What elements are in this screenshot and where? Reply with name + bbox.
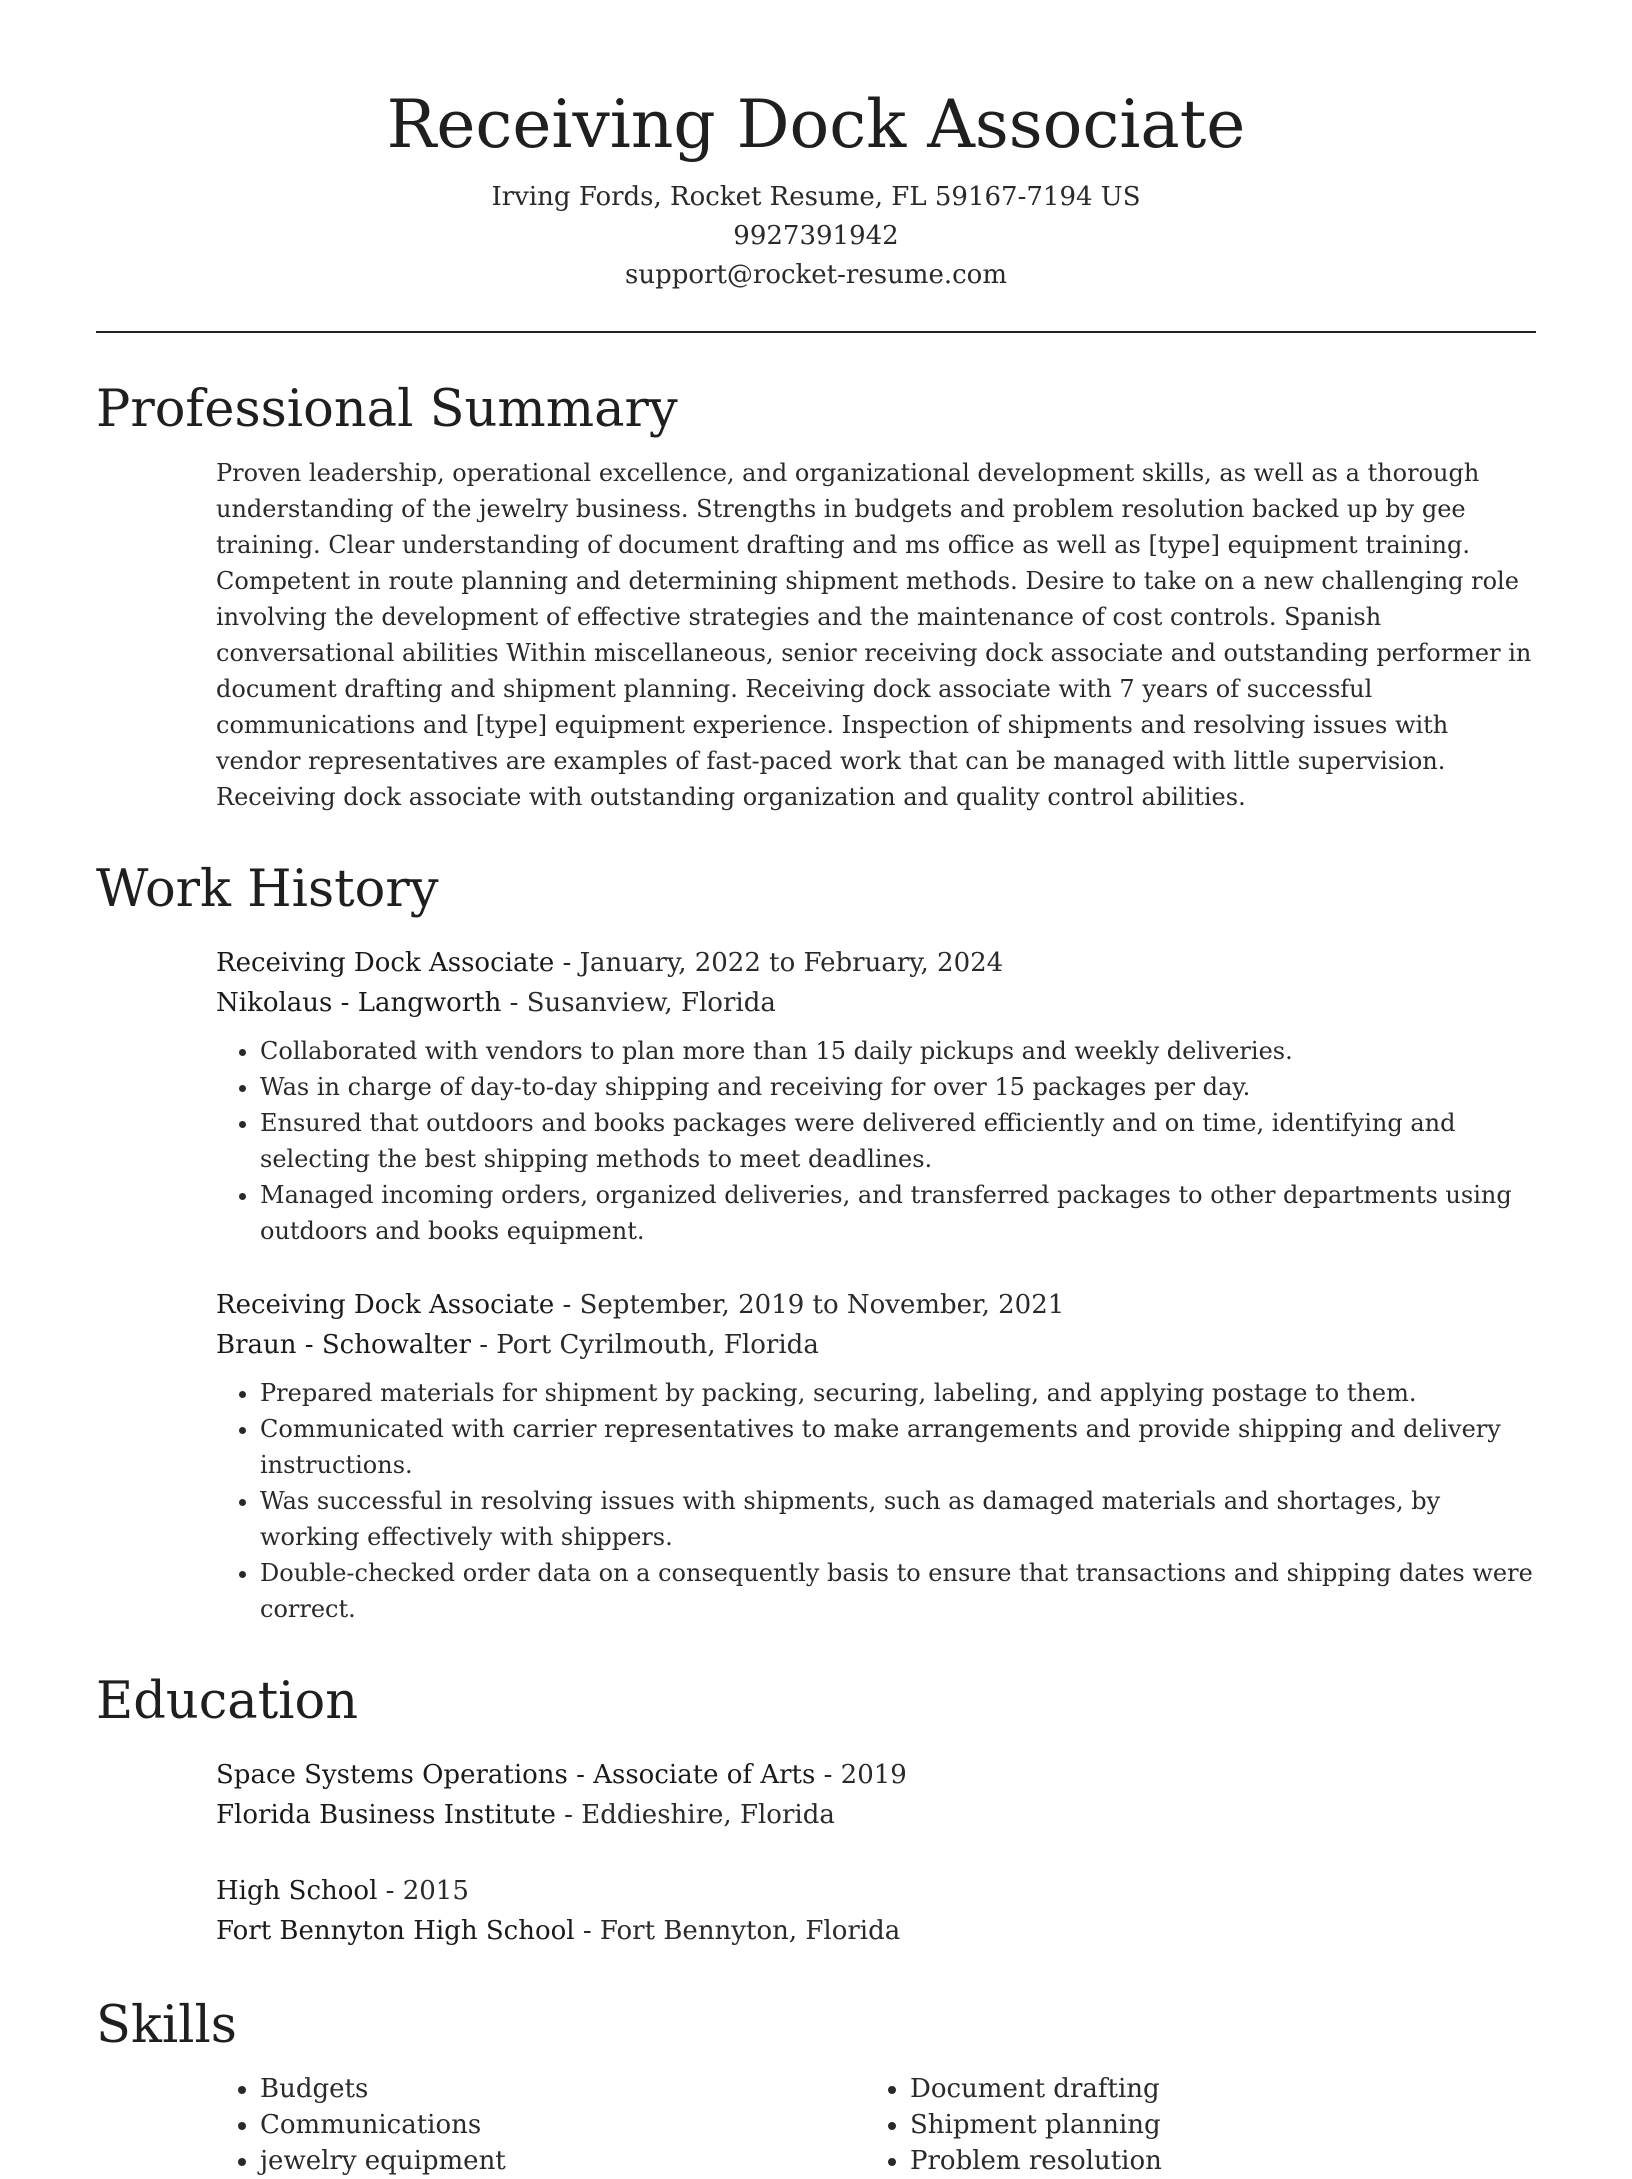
job-company: Nikolaus - Langworth xyxy=(216,988,502,1018)
education-year: - 2015 xyxy=(377,1876,469,1906)
skills-columns xyxy=(216,2071,1536,2179)
summary-section xyxy=(96,375,1536,815)
skill-item: • Problem resolution xyxy=(910,2143,1516,2179)
job-location: - Susanview, Florida xyxy=(501,988,776,1018)
job-bullet: • Was successful in resolving issues with shipments, such as damaged materials and shortages, by working effectively with shippers. xyxy=(260,1483,1536,1555)
summary-text: Proven leadership, operational excellence, and organizational development skills, as well as a thorough understanding of the jewelry business. Strengths in budgets and problem resolution backed up by gee training. Clear understanding of document drafting and ms office as well as [type] equipment training. Competent in route planning and determining shipment methods. Desire to take on a new challenging role involving the development of effective strategies and the maintenance of cost controls. Spanish conversational abilities Within miscellaneous, senior receiving dock associate and outstanding performer in document drafting and shipment planning. Receiving dock associate with 7 years of successful communications and [type] equipment experience. Inspection of shipments and resolving issues with vendor representatives are examples of fast-paced work that can be managed with little supervision. Receiving dock associate with outstanding organization and quality control abilities. xyxy=(216,459,1532,811)
job-company-line xyxy=(216,1325,1536,1365)
education-section xyxy=(96,1667,1536,1951)
resume-page xyxy=(96,0,1536,2179)
job-entry xyxy=(216,943,1536,1249)
education-location: - Eddieshire, Florida xyxy=(555,1800,835,1830)
job-bullet: • Prepared materials for shipment by packing, securing, labeling, and applying postage to them. xyxy=(260,1375,1536,1411)
job-dates: - September, 2019 to November, 2021 xyxy=(554,1290,1065,1320)
job-title-line xyxy=(216,1285,1536,1325)
job-bullet: • Communicated with carrier representatives to make arrangements and provide shipping and delivery instructions. xyxy=(260,1411,1536,1483)
education-entry xyxy=(216,1871,1536,1951)
job-company: Braun - Schowalter xyxy=(216,1330,471,1360)
skill-item: • Communications xyxy=(260,2107,866,2143)
work-history-heading: Work History xyxy=(96,860,439,919)
education-location: - Fort Bennyton, Florida xyxy=(574,1916,901,1946)
job-title: Receiving Dock Associate xyxy=(216,948,555,978)
job-bullet: • Double-checked order data on a consequently basis to ensure that transactions and shipping dates were correct. xyxy=(260,1555,1536,1627)
work-history-section xyxy=(96,855,1536,1627)
job-bullets xyxy=(216,1375,1536,1627)
education-school-line xyxy=(216,1911,1536,1951)
contact-email: support@rocket-resume.com xyxy=(624,260,1007,290)
job-bullet: • Managed incoming orders, organized deliveries, and transferred packages to other departments using outdoors and books equipment. xyxy=(260,1177,1536,1249)
resume-header xyxy=(96,0,1536,295)
education-degree: High School xyxy=(216,1876,378,1906)
education-degree-line xyxy=(216,1871,1536,1911)
contact-block xyxy=(96,178,1536,295)
job-entry xyxy=(216,1285,1536,1627)
skills-section xyxy=(96,1991,1536,2179)
education-school: Florida Business Institute xyxy=(216,1800,556,1830)
skills-column-left xyxy=(216,2071,866,2179)
job-company-line xyxy=(216,983,1536,1023)
job-location: - Port Cyrilmouth, Florida xyxy=(470,1330,819,1360)
job-dates: - January, 2022 to February, 2024 xyxy=(554,948,1004,978)
summary-heading: Professional Summary xyxy=(96,380,678,439)
skill-item: • Shipment planning xyxy=(910,2107,1516,2143)
skill-item: • Document drafting xyxy=(910,2071,1516,2107)
contact-address: Irving Fords, Rocket Resume, FL 59167-7194 US xyxy=(491,182,1141,212)
skill-item: • Budgets xyxy=(260,2071,866,2107)
education-degree: Space Systems Operations - Associate of Arts xyxy=(216,1760,816,1790)
education-year: - 2019 xyxy=(815,1760,907,1790)
skills-column-right xyxy=(866,2071,1516,2179)
education-heading: Education xyxy=(96,1672,359,1731)
skills-heading: Skills xyxy=(96,1996,237,2055)
job-title-line xyxy=(216,943,1536,983)
education-school-line xyxy=(216,1795,1536,1835)
job-bullet: • Ensured that outdoors and books packages were delivered efficiently and on time, identifying and selecting the best shipping methods to meet deadlines. xyxy=(260,1105,1536,1177)
header-divider xyxy=(96,331,1536,333)
education-entry xyxy=(216,1755,1536,1835)
education-school: Fort Bennyton High School xyxy=(216,1916,575,1946)
job-title: Receiving Dock Associate xyxy=(216,1290,555,1320)
contact-phone: 9927391942 xyxy=(733,221,899,251)
education-degree-line xyxy=(216,1755,1536,1795)
candidate-title: Receiving Dock Associate xyxy=(386,86,1246,163)
job-bullet: • Was in charge of day-to-day shipping and receiving for over 15 packages per day. xyxy=(260,1069,1536,1105)
skill-item: • jewelry equipment xyxy=(260,2143,866,2179)
job-bullets xyxy=(216,1033,1536,1249)
job-bullet: • Collaborated with vendors to plan more than 15 daily pickups and weekly deliveries. xyxy=(260,1033,1536,1069)
